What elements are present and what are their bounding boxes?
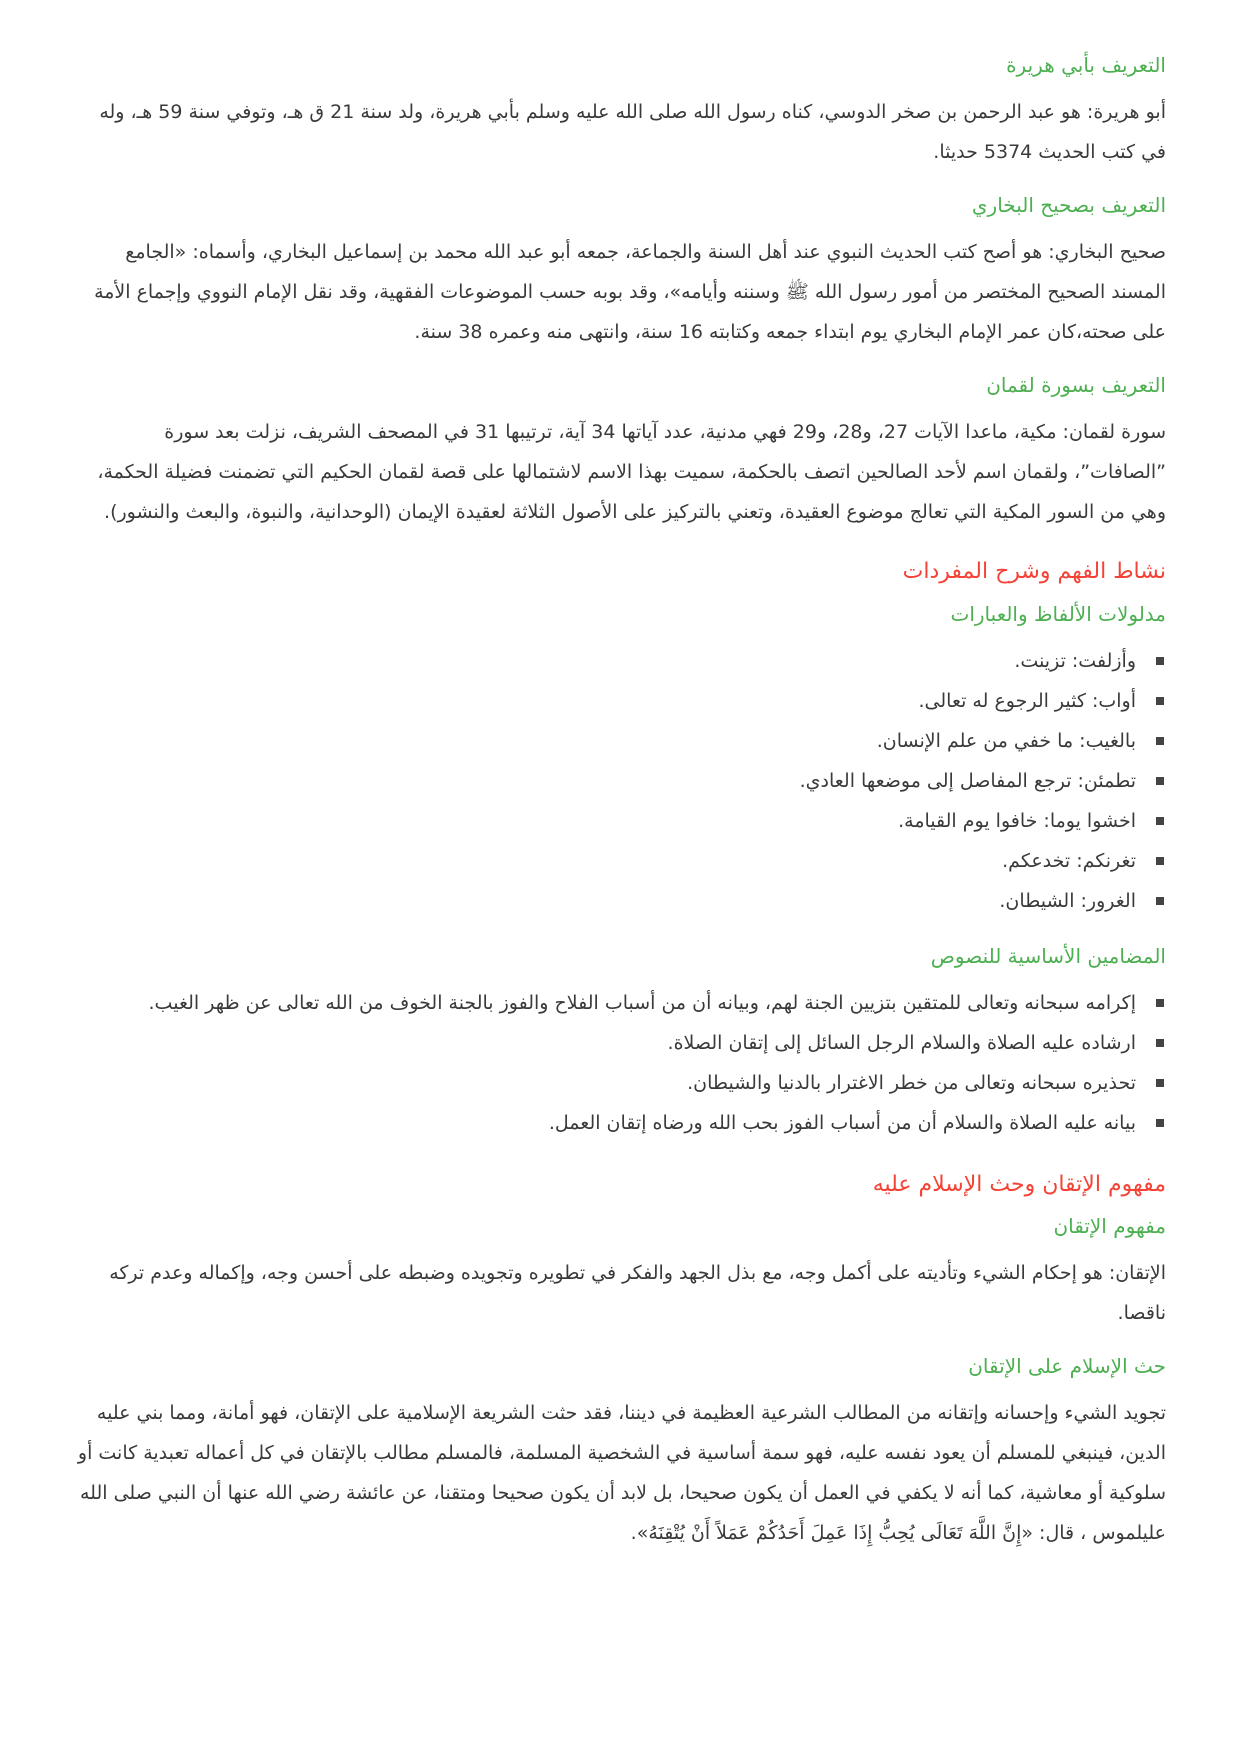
list-item: تطمئن: ترجع المفاصل إلى موضعها العادي. xyxy=(76,761,1136,801)
bukhari-heading: التعريف بصحيح البخاري xyxy=(971,193,1166,217)
document-page xyxy=(76,52,1166,1573)
list-item: تغرنكم: تخدعكم. xyxy=(76,841,1136,881)
bullet-square-icon xyxy=(1156,657,1164,665)
itqan-concept-heading: مفهوم الإتقان xyxy=(1053,1214,1166,1239)
bullet-square-icon xyxy=(1156,897,1164,905)
list-item: وأزلفت: تزينت. xyxy=(76,641,1136,681)
bullet-square-icon xyxy=(1156,697,1164,705)
bullet-square-icon xyxy=(1156,777,1164,785)
bullet-square-icon xyxy=(1156,1039,1164,1047)
abu-hurairah-heading: التعريف بأبي هريرة xyxy=(1006,53,1166,77)
vocab-heading: مدلولات الألفاظ والعبارات xyxy=(950,601,1166,626)
luqman-paragraph: سورة لقمان: مكية، ماعدا الآيات 27، و28، و29 فهي مدنية، عدد آياتها 34 آية، ترتيبها 31 في المصحف الشريف، نزلت بعد سورة ”الصافات”، ولقمان اسم لأحد الصالحين اتصف بالحكمة، سميت بهذا الاسم لاشتمالها على قصة لقمان الحكيم التي تضمنت فضيلة الحكمة، وهي من السور المكية التي تعالج موضوع العقيدة، وتعني بالتركيز على الأصول الثلاثة لعقيدة الإيمان (الوحدانية، والنبوة، والبعث والنشور). xyxy=(97,421,1166,523)
list-item: بيانه عليه الصلاة والسلام أن من أسباب الفوز بحب الله ورضاه إتقان العمل. xyxy=(76,1103,1136,1143)
bullet-square-icon xyxy=(1156,857,1164,865)
itqan-urge-heading: حث الإسلام على الإتقان xyxy=(968,1354,1166,1379)
list-item: الغرور: الشيطان. xyxy=(76,881,1136,921)
list-item: إكرامه سبحانه وتعالى للمتقين بتزيين الجنة لهم، وبيانه أن من أسباب الفلاح والفوز بالجنة الخوف من الله تعالى عن ظهر الغيب. xyxy=(76,983,1136,1023)
list-item: اخشوا يوما: خافوا يوم القيامة. xyxy=(76,801,1136,841)
abu-hurairah-paragraph: أبو هريرة: هو عبد الرحمن بن صخر الدوسي، كناه رسول الله صلى الله عليه وسلم بأبي هريرة، ولد سنة 21 ق هـ، وتوفي سنة 59 هـ، وله في كتب الحديث 5374 حديثا. xyxy=(99,101,1166,163)
activity-heading: نشاط الفهم وشرح المفردات xyxy=(902,559,1166,584)
bullet-square-icon xyxy=(1156,737,1164,745)
list-item: أواب: كثير الرجوع له تعالى. xyxy=(76,681,1136,721)
vocab-list xyxy=(76,641,1166,921)
themes-heading: المضامين الأساسية للنصوص xyxy=(930,943,1166,968)
list-item: بالغيب: ما خفي من علم الإنسان. xyxy=(76,721,1136,761)
itqan-urge-paragraph: تجويد الشيء وإحسانه وإتقانه من المطالب الشرعية العظيمة في ديننا، فقد حثت الشريعة الإسلامية على الإتقان، فهو أمانة، ومما بني عليه الدين، فينبغي للمسلم أن يعود نفسه عليه، فهو سمة أساسية في الشخصية المسلمة، فالمسلم مطالب بالإتقان في كل أعماله تعبدية كانت أو سلوكية أو معاشية، كما أنه لا يكفي في العمل أن يكون صحيحا، بل لابد أن يكون صحيحا ومتقنا، عن عائشة رضي الله عنها أن النبي صلى الله عليلموس ، قال: «إِنَّ اللَّهَ تَعَالَى يُحِبُّ إِذَا عَمِلَ أَحَدُكُمْ عَمَلاً أَنْ يُتْقِنَهُ». xyxy=(77,1402,1166,1545)
bullet-square-icon xyxy=(1156,1079,1164,1087)
itqan-concept-paragraph: الإتقان: هو إحكام الشيء وتأديته على أكمل وجه، مع بذل الجهد والفكر في تطويره وتجويده وضبطه على أحسن وجه، وإكماله وعدم تركه ناقصا. xyxy=(109,1262,1166,1325)
luqman-heading: التعريف بسورة لقمان xyxy=(986,373,1166,397)
list-item: تحذيره سبحانه وتعالى من خطر الاغترار بالدنيا والشيطان. xyxy=(76,1063,1136,1103)
list-item: ارشاده عليه الصلاة والسلام الرجل السائل إلى إتقان الصلاة. xyxy=(76,1023,1136,1063)
bukhari-paragraph: صحيح البخاري: هو أصح كتب الحديث النبوي عند أهل السنة والجماعة، جمعه أبو عبد الله محمد بن إسماعيل البخاري، وأسماه: «الجامع المسند الصحيح المختصر من أمور رسول الله ﷺ وسننه وأيامه»، وقد بوبه حسب الموضوعات الفقهية، وقد نقل الإمام النووي وإجماع الأمة على صحته،كان عمر الإمام البخاري يوم ابتداء جمعه وكتابته 16 سنة، وانتهى منه وعمره 38 سنة. xyxy=(94,241,1166,343)
itqan-heading: مفهوم الإتقان وحث الإسلام عليه xyxy=(872,1171,1166,1197)
bullet-square-icon xyxy=(1156,817,1164,825)
themes-list xyxy=(76,983,1166,1143)
bullet-square-icon xyxy=(1156,1119,1164,1127)
bullet-square-icon xyxy=(1156,999,1164,1007)
